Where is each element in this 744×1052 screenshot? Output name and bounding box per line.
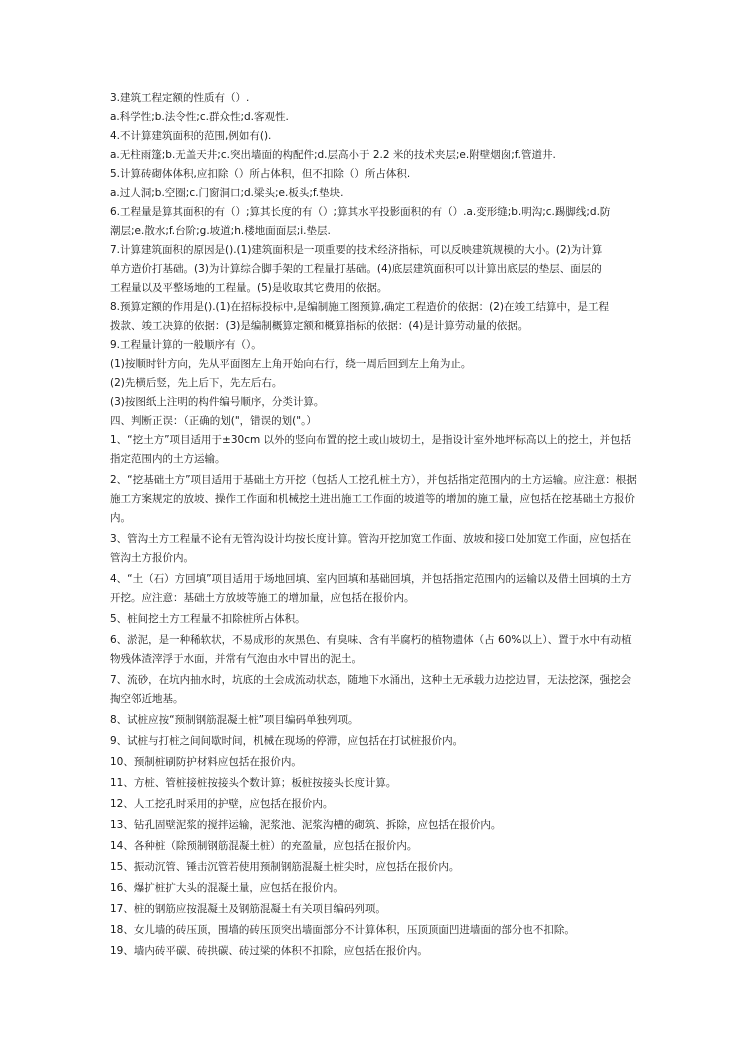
question-7-line-2: 单方造价打基础。(3)为计算综合脚手架的工程量打基础。(4)底层建筑面积可以计算出底层的垫层、面层的 xyxy=(110,263,602,275)
question-4: 4.不计算建筑面积的范围,例如有(). xyxy=(110,130,272,142)
question-8-line-1: 8.预算定额的作用是().(1)在招标投标中,是编制施工图预算,确定工程造价的依据：(2)在竣工结算中，是工程 xyxy=(110,301,609,313)
judgement-item-13: 13、钻孔固壁泥浆的搅拌运输，泥浆池、泥浆沟槽的砌筑、拆除，应包括在报价内。 xyxy=(110,819,502,831)
question-9-step-3: (3)按图纸上注明的构件编号顺序，分类计算。 xyxy=(110,396,325,408)
question-6-line-1: 6.工程量是算其面积的有（）;算其长度的有（）;算其水平投影面积的有（）.a.变形缝;b.明沟;c.踢脚线;d.防 xyxy=(110,206,611,218)
section-heading-true-false: 四、判断正误：（正确的划("，错误的划("。） xyxy=(110,415,317,427)
judgement-item-12: 12、人工挖孔时采用的护壁，应包括在报价内。 xyxy=(110,798,334,810)
question-3: 3.建筑工程定额的性质有（）. xyxy=(110,92,250,104)
question-8-line-2: 拨款、竣工决算的依据：(3)是编制概算定额和概算指标的依据：(4)是计算劳动量的依据。 xyxy=(110,320,529,332)
judgement-item-19: 19、墙内砖平碳、砖拱碳、砖过梁的体积不扣除，应包括在报价内。 xyxy=(110,945,428,957)
question-7-line-1: 7.计算建筑面积的原因是().(1)建筑面积是一项重要的技术经济指标，可以反映建筑规模的大小。(2)为计算 xyxy=(110,244,603,256)
judgement-item-8: 8、试桩应按“预制钢筋混凝土桩”项目编码单独列项。 xyxy=(110,714,359,726)
judgement-item-11: 11、方桩、管桩接桩按接头个数计算；板桩按接头长度计算。 xyxy=(110,777,397,789)
question-9-step-2: (2)先横后竖，先上后下，先左后右。 xyxy=(110,377,283,389)
question-6-line-2: 潮层;e.散水;f.台阶;g.坡道;h.楼地面面层;i.垫层. xyxy=(110,225,331,237)
judgement-item-4: 4、“土（石）方回填”项目适用于场地回填、室内回填和基础回填，并包括指定范围内的运输以及借土回填的土方开挖。应注意：基础土方放坡等施工的增加量，应包括在报价内。 xyxy=(110,573,632,604)
judgement-item-15: 15、振动沉管、锤击沉管若使用预制钢筋混凝土桩尖时，应包括在报价内。 xyxy=(110,861,460,873)
judgement-item-7: 7、流砂，在坑内抽水时，坑底的土会成流动状态，随地下水涌出，这种土无承载力边挖边冒，无法挖深，强挖会掏空邻近地基。 xyxy=(110,674,632,705)
judgement-item-17: 17、桩的钢筋应按混凝土及钢筋混凝土有关项目编码列项。 xyxy=(110,903,386,915)
judgement-item-16: 16、爆扩桩扩大头的混凝土量，应包括在报价内。 xyxy=(110,882,344,894)
question-7-line-3: 工程量以及平整场地的工程量。(5)是收取其它费用的依据。 xyxy=(110,282,388,294)
question-5: 5.计算砖砌体体积,应扣除（）所占体积，但不扣除（）所占体积. xyxy=(110,168,411,180)
question-4-options: a.无柱雨篷;b.无盖天井;c.突出墙面的构配件;d.层高小于 2.2 米的技术夹层;e.附壁烟囱;f.管道井. xyxy=(110,149,556,161)
question-3-options: a.科学性;b.法令性;c.群众性;d.客观性. xyxy=(110,111,289,123)
document-page xyxy=(110,89,640,963)
question-9: 9.工程量计算的一般顺序有（）。 xyxy=(110,339,262,351)
question-9-step-1: (1)按顺时针方向，先从平面图左上角开始向右行，绕一周后回到左上角为止。 xyxy=(110,358,472,370)
judgement-item-1: 1、“挖土方”项目适用于±30cm 以外的竖向布置的挖土或山坡切土，是指设计室外地坪标高以上的挖土，并包括指定范围内的土方运输。 xyxy=(110,434,632,465)
judgement-item-10: 10、预制桩刷防护材料应包括在报价内。 xyxy=(110,756,302,768)
question-5-options: a.过人洞;b.空圈;c.门窗洞口;d.梁头;e.板头;f.垫块. xyxy=(110,187,344,199)
judgement-item-2: 2、“挖基础土方”项目适用于基础土方开挖（包括人工挖孔桩土方），并包括指定范围内的土方运输。应注意：根据施工方案规定的放坡、操作工作面和机械挖土进出施工工作面的坡道等的增加的施工量，应包括在挖基础土方报价内。 xyxy=(110,474,637,524)
judgement-item-5: 5、桩间挖土方工程量不扣除桩所占体积。 xyxy=(110,613,306,625)
judgement-item-3: 3、管沟土方工程量不论有无管沟设计均按长度计算。管沟开挖加宽工作面、放坡和接口处加宽工作面，应包括在管沟土方报价内。 xyxy=(110,533,632,564)
judgement-item-14: 14、各种桩（除预制钢筋混凝土桩）的充盈量，应包括在报价内。 xyxy=(110,840,418,852)
judgement-item-18: 18、女儿墙的砖压顶，围墙的砖压顶突出墙面部分不计算体积，压顶顶面凹进墙面的部分也不扣除。 xyxy=(110,924,575,936)
judgement-item-6: 6、淤泥，是一种稀软状，不易成形的灰黑色、有臭味、含有半腐朽的植物遗体（占 60%以上）、置于水中有动植物残体渣滓浮于水面，并常有气泡由水中冒出的泥土。 xyxy=(110,634,632,665)
judgement-item-9: 9、试桩与打桩之间间歇时间，机械在现场的停滞，应包括在打试桩报价内。 xyxy=(110,735,464,747)
